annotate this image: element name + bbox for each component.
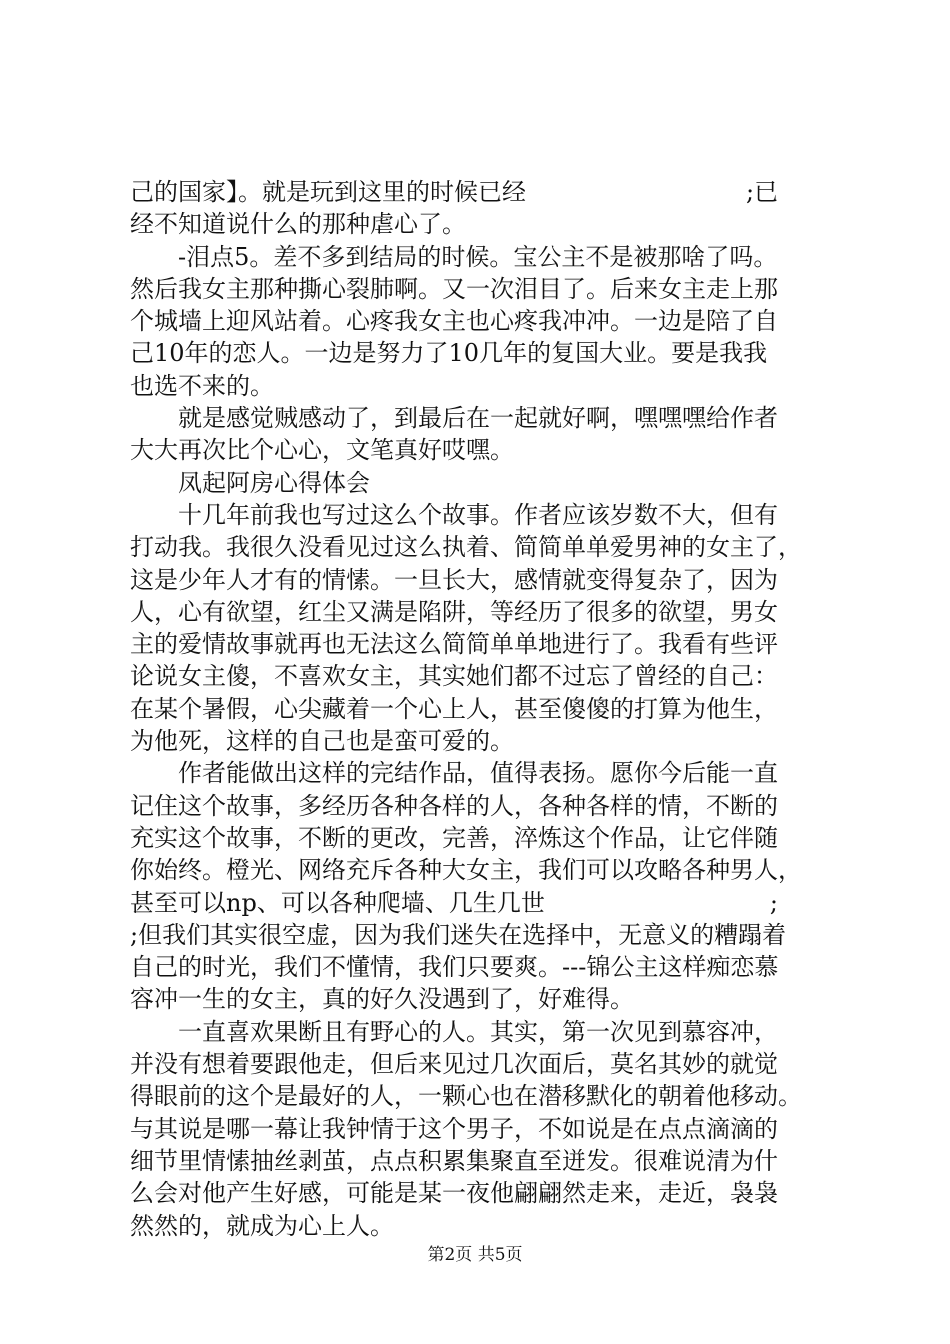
text-line: 充实这个故事，不断的更改，完善，淬炼这个作品，让它伴随 — [130, 823, 778, 852]
text-line: 经不知道说什么的那种虐心了。 — [130, 210, 466, 239]
text-line: -泪点5。差不多到结局的时候。宝公主不是被那啥了吗。 — [178, 242, 778, 271]
text-line: 然然的，就成为心上人。 — [130, 1211, 394, 1240]
text-line: 你始终。橙光、网络充斥各种大女主，我们可以攻略各种男人， — [130, 856, 802, 885]
paragraph-3 — [130, 402, 830, 467]
text-line: 细节里情愫抽丝剥茧，点点积累集聚直至迸发。很难说清为什 — [130, 1146, 778, 1175]
text-segment: ;已 — [746, 178, 779, 206]
text-line: 容冲一生的女主，真的好久没遇到了，好难得。 — [130, 985, 634, 1014]
text-segment: ; — [769, 888, 778, 917]
text-line: ;但我们其实很空虚，因为我们迷失在选择中，无意义的糟蹋着 — [130, 920, 787, 949]
text-segment: 己的国家】。就是玩到这里的时候已经 — [130, 178, 526, 206]
text-line: 与其说是哪一幕让我钟情于这个男子，不如说是在点点滴滴的 — [130, 1114, 778, 1143]
document-body — [130, 176, 830, 1242]
section-heading — [130, 467, 830, 499]
text-line: 打动我。我很久没看见过这么执着、简简单单爱男神的女主了， — [130, 533, 802, 562]
paragraph-1 — [130, 176, 830, 241]
text-line: 个城墙上迎风站着。心疼我女主也心疼我冲冲。一边是陪了自 — [130, 307, 778, 336]
text-segment: 甚至可以np、可以各种爬墙、几生几世 — [130, 888, 545, 917]
text-line: 么会对他产生好感，可能是某一夜他翩翩然走来，走近，袅袅 — [130, 1179, 778, 1208]
text-line: 然后我女主那种撕心裂肺啊。又一次泪目了。后来女主走上那 — [130, 274, 778, 303]
text-line: 论说女主傻，不喜欢女主，其实她们都不过忘了曾经的自己： — [130, 662, 778, 691]
text-line — [130, 887, 830, 919]
paragraph-7 — [130, 1016, 830, 1242]
paragraph-5 — [130, 499, 830, 757]
text-line: 并没有想着要跟他走，但后来见过几次面后，莫名其妙的就觉 — [130, 1050, 778, 1079]
page-number-footer: 第2页 共5页 — [427, 1245, 523, 1265]
text-line: 得眼前的这个是最好的人，一颗心也在潜移默化的朝着他移动。 — [130, 1082, 802, 1111]
text-line: 记住这个故事，多经历各种各样的人，各种各样的情，不断的 — [130, 791, 778, 820]
text-line: 这是少年人才有的情愫。一旦长大，感情就变得复杂了，因为 — [130, 565, 778, 594]
paragraph-2 — [130, 241, 830, 402]
text-line: 为他死，这样的自己也是蛮可爱的。 — [130, 727, 514, 756]
text-line: 作者能做出这样的完结作品，值得表扬。愿你今后能一直 — [178, 759, 778, 788]
text-line: 人，心有欲望，红尘又满是陷阱，等经历了很多的欲望，男女 — [130, 597, 778, 626]
text-line: 大大再次比个心心，文笔真好哎嘿。 — [130, 436, 514, 465]
text-line: 也选不来的。 — [130, 371, 274, 400]
text-line: 在某个暑假，心尖藏着一个心上人，甚至傻傻的打算为他生， — [130, 694, 778, 723]
text-line: 凤起阿房心得体会 — [178, 468, 370, 497]
text-line — [130, 176, 830, 208]
text-line: 自己的时光，我们不懂情，我们只要爽。---锦公主这样痴恋慕 — [130, 953, 779, 982]
text-line: 十几年前我也写过这么个故事。作者应该岁数不大，但有 — [178, 500, 778, 529]
text-line: 主的爱情故事就再也无法这么简简单单地进行了。我看有些评 — [130, 630, 778, 659]
text-line: 就是感觉贼感动了，到最后在一起就好啊，嘿嘿嘿给作者 — [178, 404, 778, 433]
text-line: 一直喜欢果断且有野心的人。其实，第一次见到慕容冲， — [178, 1017, 778, 1046]
text-line: 己10年的恋人。一边是努力了10几年的复国大业。要是我我 — [130, 339, 768, 368]
paragraph-6 — [130, 757, 830, 1015]
